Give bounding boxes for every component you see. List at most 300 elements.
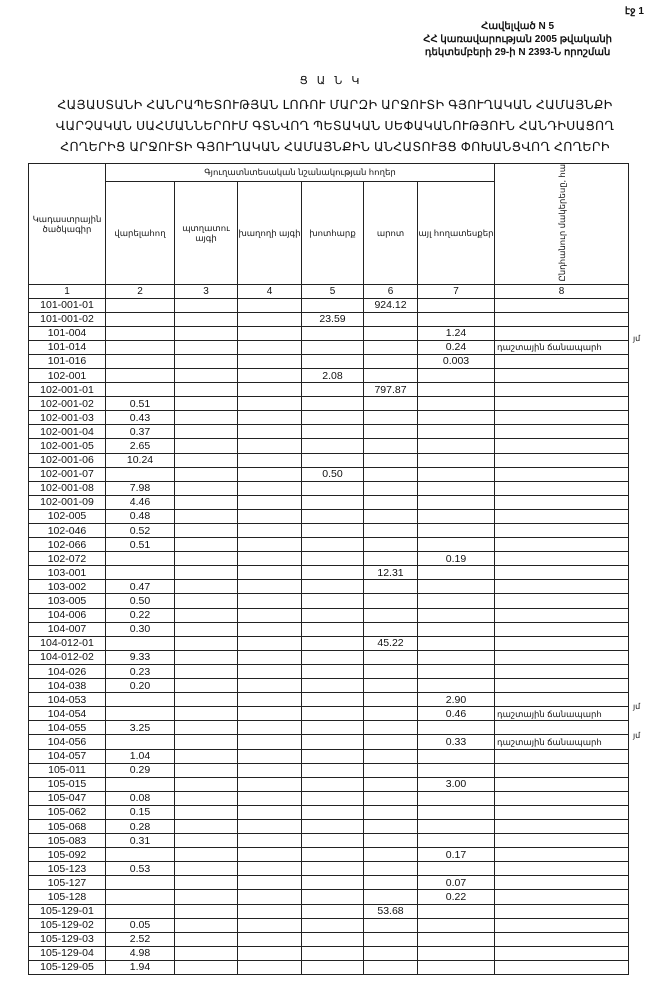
area-cell (238, 805, 302, 819)
area-cell (364, 622, 418, 636)
table-row (29, 636, 629, 650)
area-cell (238, 707, 302, 721)
table-row (29, 354, 629, 368)
note-cell (495, 763, 629, 777)
area-cell (106, 735, 175, 749)
area-cell: 0.46 (418, 707, 495, 721)
area-cell (106, 467, 175, 481)
note-cell (495, 326, 629, 340)
area-cell (364, 735, 418, 749)
cadastral-code-cell: 105-129-01 (29, 904, 106, 918)
area-cell (364, 805, 418, 819)
area-cell (175, 707, 238, 721)
area-cell (106, 340, 175, 354)
area-cell (302, 538, 364, 552)
area-cell: 3.25 (106, 721, 175, 735)
area-cell: 924.12 (364, 298, 418, 312)
area-cell (302, 946, 364, 960)
table-row (29, 819, 629, 833)
cadastral-code-cell: 102-001-09 (29, 495, 106, 509)
area-cell: 0.07 (418, 876, 495, 890)
area-cell (418, 439, 495, 453)
area-cell (175, 312, 238, 326)
note-cell (495, 425, 629, 439)
table-row (29, 650, 629, 664)
area-cell (175, 862, 238, 876)
area-cell (238, 425, 302, 439)
note-cell (495, 904, 629, 918)
area-cell (175, 481, 238, 495)
area-cell (238, 960, 302, 974)
table-row (29, 453, 629, 467)
area-cell (364, 664, 418, 678)
area-cell (418, 791, 495, 805)
area-cell (302, 904, 364, 918)
cadastral-code-cell: 104-006 (29, 608, 106, 622)
area-cell (302, 777, 364, 791)
area-cell (418, 918, 495, 932)
area-cell (364, 876, 418, 890)
area-cell (175, 580, 238, 594)
cadastral-code-cell: 102-001-01 (29, 383, 106, 397)
area-cell (418, 397, 495, 411)
area-cell (175, 340, 238, 354)
area-cell (238, 368, 302, 382)
cadastral-code-cell: 105-047 (29, 791, 106, 805)
table-row (29, 312, 629, 326)
area-cell (106, 326, 175, 340)
area-cell (364, 538, 418, 552)
area-cell (106, 298, 175, 312)
area-cell (364, 693, 418, 707)
cadastral-code-cell: 102-001-03 (29, 411, 106, 425)
table-row (29, 622, 629, 636)
area-cell (418, 467, 495, 481)
cadastral-code-cell: 103-005 (29, 594, 106, 608)
area-cell (364, 707, 418, 721)
area-cell (175, 763, 238, 777)
area-cell (175, 425, 238, 439)
area-cell (238, 918, 302, 932)
column-number: 8 (495, 284, 629, 298)
annex-line: դեկտեմբերի 29-ի N 2393-Ն որոշման (424, 47, 611, 58)
area-cell (238, 946, 302, 960)
area-cell (302, 566, 364, 580)
table-row (29, 368, 629, 382)
area-cell (175, 918, 238, 932)
area-cell (238, 509, 302, 523)
note-cell (495, 439, 629, 453)
table-row (29, 340, 629, 354)
area-cell (238, 904, 302, 918)
area-cell (238, 326, 302, 340)
area-cell (238, 340, 302, 354)
table-row (29, 946, 629, 960)
note-cell (495, 467, 629, 481)
note-cell (495, 848, 629, 862)
header-hayfield: խոտհարք (302, 181, 364, 284)
area-cell: 10.24 (106, 453, 175, 467)
area-cell (175, 664, 238, 678)
area-cell (238, 495, 302, 509)
cadastral-code-cell: 105-129-02 (29, 918, 106, 932)
area-cell (302, 425, 364, 439)
area-cell (364, 453, 418, 467)
area-cell (238, 354, 302, 368)
cadastral-code-cell: 105-083 (29, 834, 106, 848)
area-cell: 0.51 (106, 538, 175, 552)
cadastral-code-cell: 101-004 (29, 326, 106, 340)
area-cell (418, 834, 495, 848)
area-cell (175, 876, 238, 890)
table-row (29, 425, 629, 439)
area-cell (175, 566, 238, 580)
area-cell (364, 721, 418, 735)
area-cell (106, 312, 175, 326)
area-cell (418, 763, 495, 777)
cadastral-code-cell: 101-016 (29, 354, 106, 368)
margin-mark: յմ (633, 334, 641, 344)
note-cell (495, 918, 629, 932)
header-other-land: այլ հողատեսքեր (418, 181, 495, 284)
note-cell (495, 946, 629, 960)
area-cell (175, 538, 238, 552)
area-cell (418, 946, 495, 960)
area-cell: 12.31 (364, 566, 418, 580)
note-cell (495, 834, 629, 848)
area-cell (238, 622, 302, 636)
area-cell (106, 383, 175, 397)
table-body (29, 298, 629, 975)
area-cell (364, 467, 418, 481)
land-table (28, 163, 629, 975)
area-cell (364, 312, 418, 326)
area-cell (302, 622, 364, 636)
area-cell (175, 467, 238, 481)
area-cell (302, 354, 364, 368)
area-cell (418, 524, 495, 538)
note-cell (495, 693, 629, 707)
area-cell (238, 763, 302, 777)
table-row (29, 664, 629, 678)
area-cell (418, 650, 495, 664)
table-row (29, 749, 629, 763)
area-cell (418, 580, 495, 594)
table-row (29, 538, 629, 552)
area-cell (175, 368, 238, 382)
area-cell: 2.90 (418, 693, 495, 707)
area-cell (238, 664, 302, 678)
area-cell (175, 679, 238, 693)
cadastral-code-cell: 102-005 (29, 509, 106, 523)
area-cell (302, 664, 364, 678)
note-cell (495, 890, 629, 904)
area-cell (106, 876, 175, 890)
table-row (29, 566, 629, 580)
area-cell: 0.003 (418, 354, 495, 368)
area-cell (175, 946, 238, 960)
cadastral-code-cell: 102-072 (29, 552, 106, 566)
cadastral-code-cell: 102-001-05 (29, 439, 106, 453)
area-cell (238, 453, 302, 467)
note-cell (495, 594, 629, 608)
area-cell (302, 594, 364, 608)
column-number: 3 (175, 284, 238, 298)
area-cell: 0.08 (106, 791, 175, 805)
note-cell: դաշտային ճանապարհ (495, 707, 629, 721)
area-cell (302, 340, 364, 354)
area-cell (364, 946, 418, 960)
area-cell: 0.22 (106, 608, 175, 622)
area-cell (418, 819, 495, 833)
note-cell (495, 664, 629, 678)
area-cell (364, 509, 418, 523)
area-cell: 1.24 (418, 326, 495, 340)
area-cell (418, 481, 495, 495)
area-cell: 0.29 (106, 763, 175, 777)
note-cell (495, 524, 629, 538)
area-cell (302, 580, 364, 594)
area-cell (302, 890, 364, 904)
header-orchard: պտղատու այգի (175, 181, 238, 284)
area-cell (175, 721, 238, 735)
area-cell: 0.20 (106, 679, 175, 693)
area-cell (106, 777, 175, 791)
note-cell (495, 650, 629, 664)
area-cell (302, 411, 364, 425)
note-cell (495, 368, 629, 382)
area-cell (106, 848, 175, 862)
area-cell (302, 819, 364, 833)
table-row (29, 890, 629, 904)
area-cell (106, 566, 175, 580)
header-vineyard: խաղողի այգի (238, 181, 302, 284)
column-number: 1 (29, 284, 106, 298)
cadastral-code-cell: 105-129-03 (29, 932, 106, 946)
area-cell (364, 679, 418, 693)
header-arable: վարելահող (106, 181, 175, 284)
cadastral-code-cell: 105-129-05 (29, 960, 106, 974)
area-cell (238, 594, 302, 608)
area-cell (364, 819, 418, 833)
cadastral-code-cell: 104-012-02 (29, 650, 106, 664)
area-cell (418, 904, 495, 918)
table-row (29, 932, 629, 946)
area-cell: 1.94 (106, 960, 175, 974)
table-row (29, 960, 629, 974)
area-cell (238, 721, 302, 735)
area-cell (302, 495, 364, 509)
cadastral-code-cell: 104-012-01 (29, 636, 106, 650)
area-cell (418, 368, 495, 382)
area-cell (418, 298, 495, 312)
area-cell (418, 664, 495, 678)
area-cell (175, 805, 238, 819)
area-cell (418, 749, 495, 763)
area-cell: 0.53 (106, 862, 175, 876)
area-cell (238, 876, 302, 890)
area-cell (302, 749, 364, 763)
area-cell (418, 566, 495, 580)
table-row (29, 763, 629, 777)
column-number: 4 (238, 284, 302, 298)
note-cell (495, 622, 629, 636)
cadastral-code-cell: 102-001 (29, 368, 106, 382)
note-cell (495, 481, 629, 495)
note-cell (495, 566, 629, 580)
area-cell (364, 580, 418, 594)
note-cell (495, 608, 629, 622)
area-cell: 0.30 (106, 622, 175, 636)
area-cell (364, 425, 418, 439)
area-cell (238, 749, 302, 763)
cadastral-code-cell: 102-001-07 (29, 467, 106, 481)
area-cell (418, 805, 495, 819)
area-cell (238, 834, 302, 848)
area-cell (175, 453, 238, 467)
area-cell (418, 453, 495, 467)
table-row (29, 411, 629, 425)
area-cell (175, 932, 238, 946)
area-cell (238, 538, 302, 552)
area-cell (364, 552, 418, 566)
area-cell (238, 439, 302, 453)
area-cell (175, 650, 238, 664)
area-cell (238, 932, 302, 946)
area-cell (175, 834, 238, 848)
table-row (29, 693, 629, 707)
area-cell (364, 918, 418, 932)
area-cell (302, 524, 364, 538)
area-cell: 0.33 (418, 735, 495, 749)
area-cell: 2.08 (302, 368, 364, 382)
area-cell (238, 397, 302, 411)
area-cell (302, 636, 364, 650)
area-cell (175, 298, 238, 312)
area-cell (238, 552, 302, 566)
area-cell (238, 791, 302, 805)
column-number: 7 (418, 284, 495, 298)
area-cell (418, 594, 495, 608)
area-cell (302, 453, 364, 467)
cadastral-code-cell: 102-001-02 (29, 397, 106, 411)
cadastral-code-cell: 101-001-01 (29, 298, 106, 312)
table-row (29, 707, 629, 721)
cadastral-code-cell: 105-092 (29, 848, 106, 862)
area-cell (418, 679, 495, 693)
area-cell (238, 862, 302, 876)
note-cell (495, 538, 629, 552)
area-cell (364, 890, 418, 904)
area-cell (364, 354, 418, 368)
note-cell (495, 411, 629, 425)
area-cell (418, 312, 495, 326)
area-cell (238, 608, 302, 622)
note-cell (495, 777, 629, 791)
area-cell: 0.05 (106, 918, 175, 932)
table-row (29, 580, 629, 594)
header-total-label: Ընդհանուր մակերեսը, հա (556, 164, 567, 282)
table-row (29, 467, 629, 481)
cadastral-code-cell: 103-002 (29, 580, 106, 594)
area-cell (175, 749, 238, 763)
area-cell (364, 834, 418, 848)
area-cell (364, 594, 418, 608)
column-number: 2 (106, 284, 175, 298)
cadastral-code-cell: 101-001-02 (29, 312, 106, 326)
cadastral-code-cell: 104-007 (29, 622, 106, 636)
area-cell (364, 650, 418, 664)
note-cell (495, 580, 629, 594)
header-total (495, 164, 629, 285)
header-cadastral-code: Կադաստրային ծածկագիր (29, 164, 106, 285)
area-cell: 0.23 (106, 664, 175, 678)
area-cell (238, 890, 302, 904)
list-heading: Ց Ա Ն Կ (299, 75, 363, 87)
area-cell (106, 904, 175, 918)
area-cell (364, 524, 418, 538)
area-cell (175, 594, 238, 608)
area-cell (106, 368, 175, 382)
area-cell (364, 326, 418, 340)
area-cell (302, 298, 364, 312)
area-cell (418, 608, 495, 622)
header-agricultural-group: Գյուղատնտեսական նշանակության հողեր (106, 164, 495, 182)
area-cell: 23.59 (302, 312, 364, 326)
area-cell: 0.37 (106, 425, 175, 439)
area-cell (238, 777, 302, 791)
area-cell (175, 693, 238, 707)
area-cell (175, 735, 238, 749)
area-cell (238, 411, 302, 425)
cadastral-code-cell: 105-127 (29, 876, 106, 890)
area-cell (364, 439, 418, 453)
area-cell: 0.28 (106, 819, 175, 833)
area-cell (238, 467, 302, 481)
area-cell (364, 340, 418, 354)
header-pasture: արոտ (364, 181, 418, 284)
area-cell (302, 932, 364, 946)
cadastral-code-cell: 105-123 (29, 862, 106, 876)
cadastral-code-cell: 104-026 (29, 664, 106, 678)
note-cell (495, 819, 629, 833)
annex-line: ՀՀ կառավարության 2005 թվականի (423, 34, 612, 45)
area-cell (175, 890, 238, 904)
note-cell (495, 876, 629, 890)
area-cell (302, 862, 364, 876)
area-cell (238, 636, 302, 650)
area-cell: 1.04 (106, 749, 175, 763)
cadastral-code-cell: 105-068 (29, 819, 106, 833)
note-cell (495, 298, 629, 312)
note-cell (495, 791, 629, 805)
table-row (29, 397, 629, 411)
area-cell (364, 495, 418, 509)
annex-line: Հավելված N 5 (481, 21, 555, 32)
note-cell (495, 749, 629, 763)
note-cell (495, 636, 629, 650)
area-cell (175, 397, 238, 411)
area-cell: 0.48 (106, 509, 175, 523)
area-cell: 53.68 (364, 904, 418, 918)
area-cell (418, 960, 495, 974)
cadastral-code-cell: 104-038 (29, 679, 106, 693)
area-cell (302, 791, 364, 805)
area-cell (175, 636, 238, 650)
area-cell: 0.24 (418, 340, 495, 354)
area-cell (418, 411, 495, 425)
area-cell (175, 608, 238, 622)
